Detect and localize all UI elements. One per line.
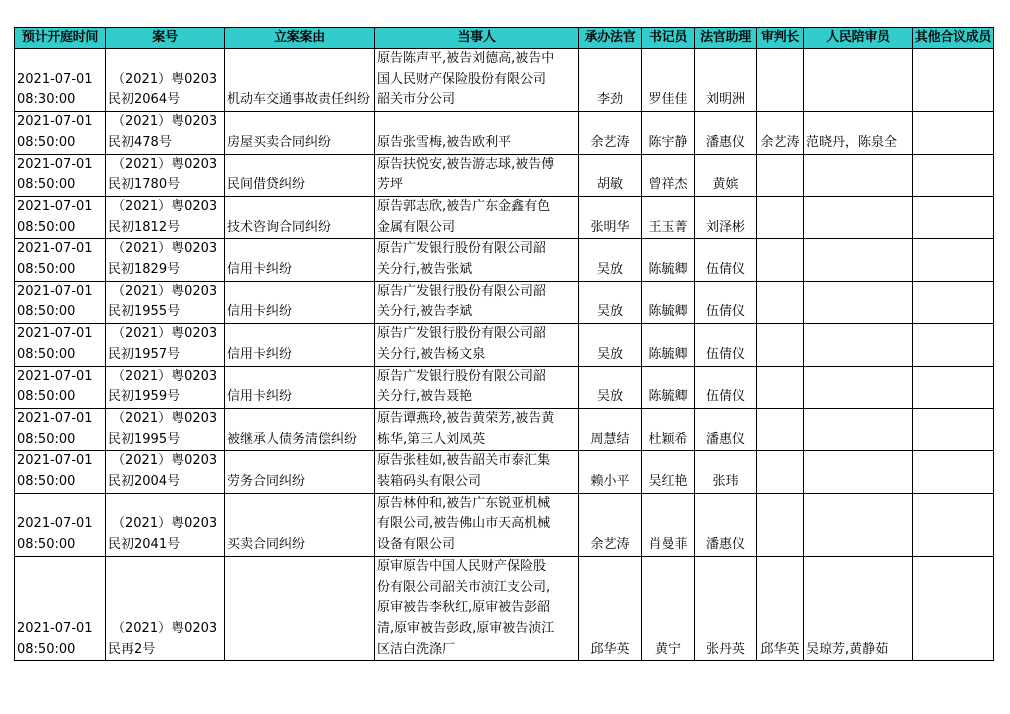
parties-cell (375, 408, 579, 450)
table-row (15, 49, 994, 112)
jurors-cell (804, 493, 913, 556)
hearing-time-cell (15, 451, 106, 493)
header-presiding-judge: 审判长 (757, 28, 804, 49)
jurors-cell (804, 239, 913, 281)
clerk-cell: 罗佳佳 (642, 49, 695, 112)
parties-cell (375, 49, 579, 112)
parties-line: 韶关市分公司 (377, 92, 456, 108)
other-members-cell (913, 281, 994, 323)
case-number-line-2: 民初1780号 (108, 177, 181, 193)
header-case-number: 案号 (106, 28, 225, 49)
hearing-time: 08:50:00 (17, 346, 76, 362)
case-number-line-2: 民初1829号 (108, 262, 181, 278)
presiding-judge-cell (757, 49, 804, 112)
judge-assistant-cell: 刘泽彬 (695, 196, 757, 238)
judge-assistant-cell: 伍倩仪 (695, 366, 757, 408)
case-number-line-1: （2021）粤0203 (112, 410, 218, 426)
jurors-cell (804, 451, 913, 493)
judge-assistant-cell: 潘惠仪 (695, 408, 757, 450)
case-number-line-2: 民初1812号 (108, 219, 181, 235)
clerk-cell: 曾祥杰 (642, 154, 695, 196)
jurors-cell (804, 154, 913, 196)
parties-line: 原审被告李秋红,原审被告彭韶 (377, 600, 551, 616)
jurors-cell: 范晓丹，陈泉全 (804, 112, 913, 154)
parties-line: 设备有限公司 (377, 537, 456, 553)
hearing-date: 2021-07-01 (17, 368, 93, 384)
case-number-line-1: （2021）粤0203 (112, 241, 218, 257)
hearing-date: 2021-07-01 (17, 198, 93, 214)
presiding-judge-cell (757, 196, 804, 238)
parties-line: 金属有限公司 (377, 219, 456, 235)
header-row (15, 28, 994, 49)
parties-cell (375, 154, 579, 196)
table-row (15, 154, 994, 196)
case-number-cell (106, 112, 225, 154)
case-number-line-1: （2021）粤0203 (112, 114, 218, 130)
parties-line: 原告扶悦安,被告游志球,被告傅 (377, 156, 555, 172)
hearing-time: 08:50:00 (17, 431, 76, 447)
case-number-cell (106, 493, 225, 556)
clerk-cell: 陈毓卿 (642, 324, 695, 366)
case-number-line-1: （2021）粤0203 (112, 516, 218, 532)
hearing-time: 08:50:00 (17, 219, 76, 235)
table-row (15, 556, 994, 661)
parties-line: 份有限公司韶关市浈江支公司, (377, 579, 551, 595)
hearing-time-cell (15, 154, 106, 196)
other-members-cell (913, 493, 994, 556)
other-members-cell (913, 408, 994, 450)
case-number-cell (106, 408, 225, 450)
hearing-time: 08:50:00 (17, 474, 76, 490)
judge-assistant-cell: 潘惠仪 (695, 493, 757, 556)
judge-cell: 吴放 (579, 324, 642, 366)
hearing-time-cell (15, 239, 106, 281)
case-number-line-2: 民初2004号 (108, 474, 181, 490)
hearing-date: 2021-07-01 (17, 410, 93, 426)
table-row (15, 366, 994, 408)
presiding-judge-cell (757, 324, 804, 366)
hearing-time-cell (15, 112, 106, 154)
hearing-time: 08:50:00 (17, 177, 76, 193)
other-members-cell (913, 324, 994, 366)
case-number-line-1: （2021）粤0203 (112, 71, 218, 87)
parties-line: 关分行,被告聂艳 (377, 389, 473, 405)
presiding-judge-cell: 邱华英 (757, 556, 804, 661)
hearing-time: 08:50:00 (17, 641, 76, 657)
case-number-cell (106, 556, 225, 661)
case-number-line-2: 民初1959号 (108, 389, 181, 405)
other-members-cell (913, 556, 994, 661)
case-number-line-2: 民初2064号 (108, 92, 181, 108)
other-members-cell (913, 239, 994, 281)
hearing-date: 2021-07-01 (17, 516, 93, 532)
header-judge: 承办法官 (579, 28, 642, 49)
jurors-cell: 吴琼芳,黄静茹 (804, 556, 913, 661)
case-number-cell (106, 239, 225, 281)
parties-line: 原告广发银行股份有限公司韶 (377, 241, 547, 257)
hearing-time: 08:50:00 (17, 134, 76, 150)
hearing-time: 08:50:00 (17, 389, 76, 405)
presiding-judge-cell (757, 493, 804, 556)
parties-line: 原审原告中国人民财产保险股 (377, 558, 547, 574)
parties-cell (375, 281, 579, 323)
clerk-cell: 王玉菁 (642, 196, 695, 238)
hearing-time-cell (15, 196, 106, 238)
judge-cell: 吴放 (579, 281, 642, 323)
case-number-line-2: 民初478号 (108, 134, 172, 150)
table-body (15, 49, 994, 661)
case-number-cell (106, 196, 225, 238)
clerk-cell: 陈毓卿 (642, 281, 695, 323)
parties-line: 关分行,被告李斌 (377, 304, 473, 320)
table-row (15, 324, 994, 366)
table-row (15, 493, 994, 556)
header-jurors: 人民陪审员 (804, 28, 913, 49)
hearing-time: 08:30:00 (17, 92, 76, 108)
judge-assistant-cell: 伍倩仪 (695, 239, 757, 281)
parties-cell (375, 324, 579, 366)
jurors-cell (804, 324, 913, 366)
clerk-cell: 杜颖希 (642, 408, 695, 450)
hearing-date: 2021-07-01 (17, 114, 93, 130)
parties-cell (375, 493, 579, 556)
presiding-judge-cell (757, 366, 804, 408)
table-row (15, 281, 994, 323)
parties-line: 栋华,第三人刘凤英 (377, 431, 486, 447)
case-number-cell (106, 154, 225, 196)
jurors-cell (804, 408, 913, 450)
parties-line: 原告张雪梅,被告欧利平 (377, 134, 512, 150)
parties-line: 原告郭志欣,被告广东金鑫有色 (377, 198, 551, 214)
parties-line: 原告林仲和,被告广东锐亚机械 (377, 495, 551, 511)
hearing-date: 2021-07-01 (17, 283, 93, 299)
parties-line: 装箱码头有限公司 (377, 474, 482, 490)
case-number-line-1: （2021）粤0203 (112, 368, 218, 384)
judge-assistant-cell: 伍倩仪 (695, 324, 757, 366)
clerk-cell: 肖曼菲 (642, 493, 695, 556)
parties-line: 清,原审被告彭政,原审被告浈江 (377, 620, 555, 636)
judge-assistant-cell: 刘明洲 (695, 49, 757, 112)
judge-assistant-cell: 张玮 (695, 451, 757, 493)
other-members-cell (913, 196, 994, 238)
other-members-cell (913, 451, 994, 493)
hearing-time: 08:50:00 (17, 304, 76, 320)
clerk-cell: 黄宁 (642, 556, 695, 661)
header-clerk: 书记员 (642, 28, 695, 49)
case-cause-cell: 技术咨询合同纠纷 (225, 196, 375, 238)
parties-line: 芳坪 (377, 177, 404, 193)
case-cause-cell: 信用卡纠纷 (225, 281, 375, 323)
header-hearing-time: 预计开庭时间 (15, 28, 106, 49)
case-number-line-1: （2021）粤0203 (112, 326, 218, 342)
case-number-cell (106, 49, 225, 112)
case-number-cell (106, 366, 225, 408)
case-cause-cell: 信用卡纠纷 (225, 239, 375, 281)
parties-line: 区洁白洗涤厂 (377, 641, 456, 657)
case-cause-cell: 民间借贷纠纷 (225, 154, 375, 196)
table-row (15, 239, 994, 281)
other-members-cell (913, 49, 994, 112)
judge-cell: 邱华英 (579, 556, 642, 661)
case-cause-cell: 机动车交通事故责任纠纷 (225, 49, 375, 112)
case-cause-cell: 劳务合同纠纷 (225, 451, 375, 493)
parties-cell (375, 451, 579, 493)
case-number-line-1: （2021）粤0203 (112, 283, 218, 299)
header-judge-assistant: 法官助理 (695, 28, 757, 49)
judge-assistant-cell: 伍倩仪 (695, 281, 757, 323)
hearing-date: 2021-07-01 (17, 156, 93, 172)
hearing-time: 08:50:00 (17, 537, 76, 553)
case-cause-cell: 被继承人债务清偿纠纷 (225, 408, 375, 450)
parties-line: 国人民财产保险股份有限公司 (377, 71, 547, 87)
hearing-time-cell (15, 281, 106, 323)
case-number-line-2: 民再2号 (108, 641, 156, 657)
clerk-cell: 陈宇静 (642, 112, 695, 154)
hearing-time-cell (15, 49, 106, 112)
other-members-cell (913, 154, 994, 196)
table-row (15, 408, 994, 450)
presiding-judge-cell (757, 154, 804, 196)
jurors-cell (804, 366, 913, 408)
other-members-cell (913, 112, 994, 154)
hearing-date: 2021-07-01 (17, 620, 93, 636)
parties-cell (375, 556, 579, 661)
parties-cell (375, 112, 579, 154)
hearing-time-cell (15, 556, 106, 661)
header-case-cause: 立案案由 (225, 28, 375, 49)
parties-line: 原告广发银行股份有限公司韶 (377, 368, 547, 384)
hearing-time-cell (15, 324, 106, 366)
judge-cell: 胡敏 (579, 154, 642, 196)
case-number-cell (106, 451, 225, 493)
hearing-date: 2021-07-01 (17, 453, 93, 469)
judge-cell: 余艺涛 (579, 112, 642, 154)
case-number-line-1: （2021）粤0203 (112, 620, 218, 636)
parties-line: 有限公司,被告佛山市天高机械 (377, 516, 551, 532)
case-cause-cell: 信用卡纠纷 (225, 324, 375, 366)
judge-cell: 余艺涛 (579, 493, 642, 556)
hearing-date: 2021-07-01 (17, 71, 93, 87)
jurors-cell (804, 281, 913, 323)
judge-cell: 吴放 (579, 239, 642, 281)
parties-line: 原告谭燕玲,被告黄荣芳,被告黄 (377, 410, 555, 426)
presiding-judge-cell (757, 408, 804, 450)
parties-cell (375, 239, 579, 281)
hearing-date: 2021-07-01 (17, 326, 93, 342)
judge-assistant-cell: 黄嫔 (695, 154, 757, 196)
hearing-time-cell (15, 408, 106, 450)
parties-cell (375, 366, 579, 408)
clerk-cell: 陈毓卿 (642, 239, 695, 281)
case-number-line-2: 民初1995号 (108, 431, 181, 447)
parties-line: 原告广发银行股份有限公司韶 (377, 326, 547, 342)
case-number-line-1: （2021）粤0203 (112, 453, 218, 469)
presiding-judge-cell: 余艺涛 (757, 112, 804, 154)
jurors-cell (804, 196, 913, 238)
judge-assistant-cell: 张丹英 (695, 556, 757, 661)
hearing-time-cell (15, 366, 106, 408)
presiding-judge-cell (757, 451, 804, 493)
parties-cell (375, 196, 579, 238)
parties-line: 关分行,被告杨文泉 (377, 346, 486, 362)
presiding-judge-cell (757, 281, 804, 323)
hearing-time-cell (15, 493, 106, 556)
case-number-line-2: 民初2041号 (108, 537, 181, 553)
judge-cell: 张明华 (579, 196, 642, 238)
clerk-cell: 陈毓卿 (642, 366, 695, 408)
header-other-members: 其他合议成员 (913, 28, 994, 49)
parties-line: 原告张桂如,被告韶关市泰汇集 (377, 453, 551, 469)
case-cause-cell: 买卖合同纠纷 (225, 493, 375, 556)
jurors-cell (804, 49, 913, 112)
case-number-cell (106, 281, 225, 323)
judge-assistant-cell: 潘惠仪 (695, 112, 757, 154)
table-row (15, 112, 994, 154)
table-row (15, 451, 994, 493)
parties-line: 关分行,被告张斌 (377, 262, 473, 278)
case-number-line-1: （2021）粤0203 (112, 198, 218, 214)
table-row (15, 196, 994, 238)
header-parties: 当事人 (375, 28, 579, 49)
judge-cell: 赖小平 (579, 451, 642, 493)
judge-cell: 吴放 (579, 366, 642, 408)
court-schedule-table (14, 27, 994, 661)
presiding-judge-cell (757, 239, 804, 281)
case-number-line-2: 民初1955号 (108, 304, 181, 320)
case-number-cell (106, 324, 225, 366)
parties-line: 原告陈声平,被告刘德高,被告中 (377, 51, 555, 66)
judge-cell: 李劲 (579, 49, 642, 112)
case-cause-cell: 信用卡纠纷 (225, 366, 375, 408)
other-members-cell (913, 366, 994, 408)
hearing-time: 08:50:00 (17, 262, 76, 278)
judge-cell: 周慧结 (579, 408, 642, 450)
case-number-line-1: （2021）粤0203 (112, 156, 218, 172)
case-cause-cell: 房屋买卖合同纠纷 (225, 112, 375, 154)
case-number-line-2: 民初1957号 (108, 346, 181, 362)
hearing-date: 2021-07-01 (17, 241, 93, 257)
case-cause-cell (225, 556, 375, 661)
clerk-cell: 吴红艳 (642, 451, 695, 493)
parties-line: 原告广发银行股份有限公司韶 (377, 283, 547, 299)
